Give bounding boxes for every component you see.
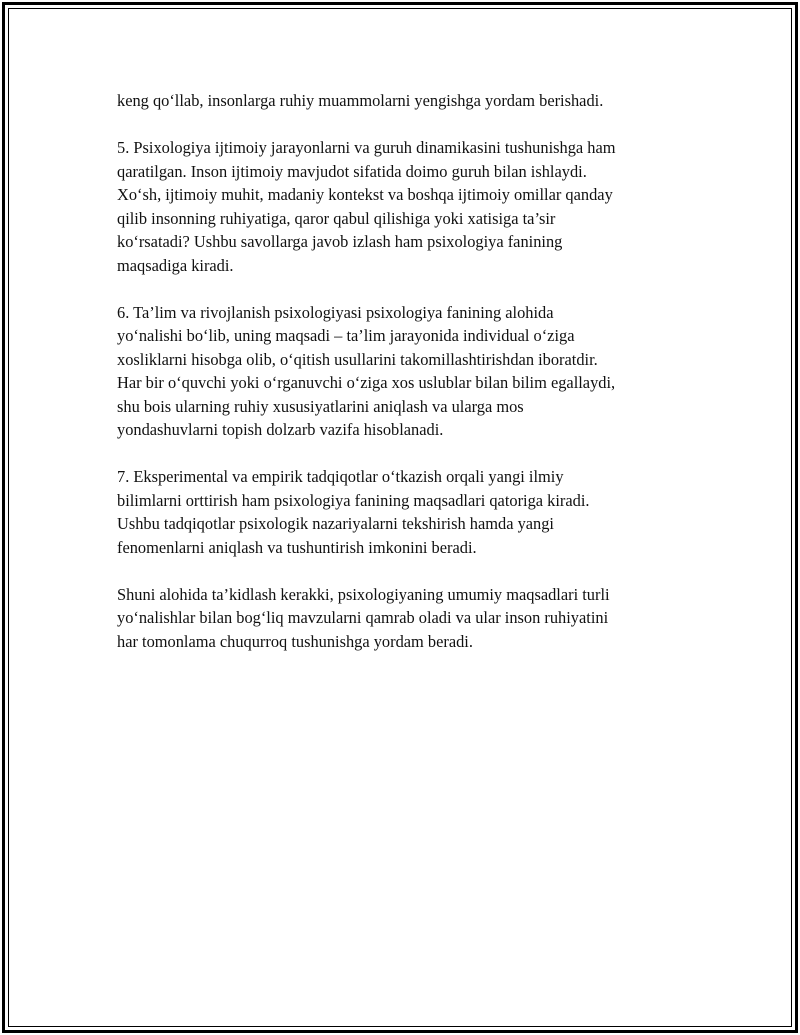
- paragraph-continuation: [117, 89, 697, 113]
- text-line: 7. Eksperimental va empirik tadqiqotlar o‘tkazish orqali yangi ilmiy: [117, 467, 564, 486]
- text-line: keng qo‘llab, insonlarga ruhiy muammolarni yengishga yordam berishadi.: [117, 91, 604, 110]
- paragraph-item-6: [117, 301, 697, 442]
- text-line: Har bir o‘quvchi yoki o‘rganuvchi o‘ziga xos uslublar bilan bilim egallaydi,: [117, 373, 616, 392]
- text-line: 6. Ta’lim va rivojlanish psixologiyasi psixologiya fanining alohida: [117, 302, 554, 322]
- text-line: qaratilgan. Inson ijtimoiy mavjudot sifatida doimo guruh bilan ishlaydi.: [117, 161, 587, 181]
- text-line: yo‘nalishlar bilan bog‘liq mavzularni qamrab oladi va ular inson ruhiyatini: [117, 608, 609, 627]
- text-line: yondashuvlarni topish dolzarb vazifa hisoblanadi.: [117, 420, 444, 439]
- text-line: Xo‘sh, ijtimoiy muhit, madaniy kontekst va boshqa ijtimoiy omillar qanday: [117, 185, 613, 204]
- text-line: shu bois ularning ruhiy xususiyatlarini aniqlash va ularga mos: [117, 396, 524, 416]
- text-line: Ushbu tadqiqotlar psixologik nazariyalarni tekshirish hamda yangi: [117, 514, 554, 533]
- text-line: har tomonlama chuqurroq tushunishga yordam beradi.: [117, 631, 473, 651]
- text-line: maqsadiga kiradi.: [117, 255, 234, 275]
- text-line: 5. Psixologiya ijtimoiy jarayonlarni va guruh dinamikasini tushunishga ham: [117, 138, 616, 157]
- text-line: xosliklarni hisobga olib, o‘qitish usullarini takomillashtirishdan iboratdir.: [117, 349, 598, 369]
- text-line: qilib insonning ruhiyatiga, qaror qabul qilishiga yoki xatisiga ta’sir: [117, 208, 556, 228]
- paragraph-item-5: [117, 136, 697, 277]
- paragraph-conclusion: [117, 583, 697, 654]
- text-line: ko‘rsatadi? Ushbu savollarga javob izlash ham psixologiya fanining: [117, 232, 563, 251]
- text-line: Shuni alohida ta’kidlash kerakki, psixologiyaning umumiy maqsadlari turli: [117, 584, 610, 604]
- text-line: bilimlarni orttirish ham psixologiya fanining maqsadlari qatoriga kiradi.: [117, 490, 590, 510]
- paragraph-item-7: [117, 465, 697, 559]
- document-body: [117, 89, 697, 677]
- text-line: yo‘nalishi bo‘lib, uning maqsadi – ta’lim jarayonida individual o‘ziga: [117, 326, 575, 345]
- text-line: fenomenlarni aniqlash va tushuntirish imkonini beradi.: [117, 537, 477, 557]
